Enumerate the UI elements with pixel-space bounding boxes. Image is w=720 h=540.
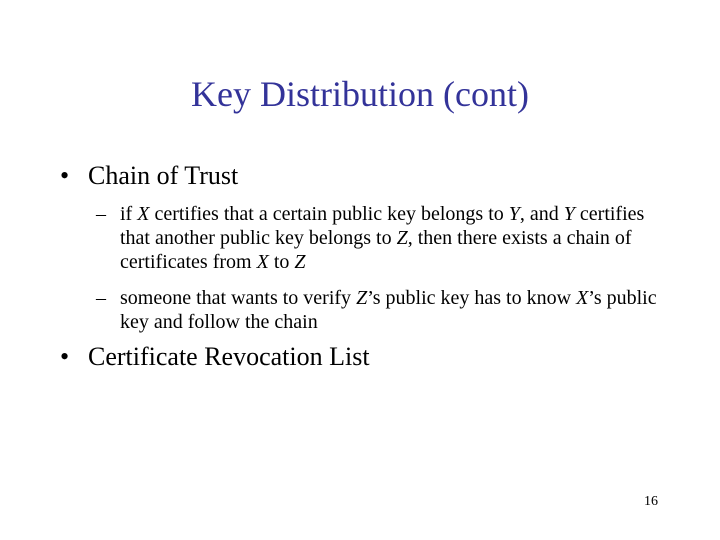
bullet-text: Chain of Trust xyxy=(88,161,239,190)
bullet-text: Certificate Revocation List xyxy=(88,342,370,371)
sub-bullet-item xyxy=(96,202,676,274)
slide-number: 16 xyxy=(644,494,658,509)
bullet-item-certificate-revocation-list xyxy=(60,341,370,373)
sub-bullet-text: someone that wants to verify Z’s public key has to know X’s public key and follow the chain xyxy=(120,287,657,333)
bullet-marker: • xyxy=(60,161,70,190)
dash-marker: – xyxy=(96,287,106,309)
bullet-item-chain-of-trust xyxy=(60,160,238,192)
sub-bullet-item xyxy=(96,286,676,334)
sub-bullet-text: if X certifies that a certain public key belongs to Y, and Y certifies that another public key belongs to Z, then there exists a chain of certificates from X to Z xyxy=(120,203,645,273)
dash-marker: – xyxy=(96,203,106,225)
slide-title: Key Distribution (cont) xyxy=(191,74,529,114)
bullet-marker: • xyxy=(60,342,70,371)
